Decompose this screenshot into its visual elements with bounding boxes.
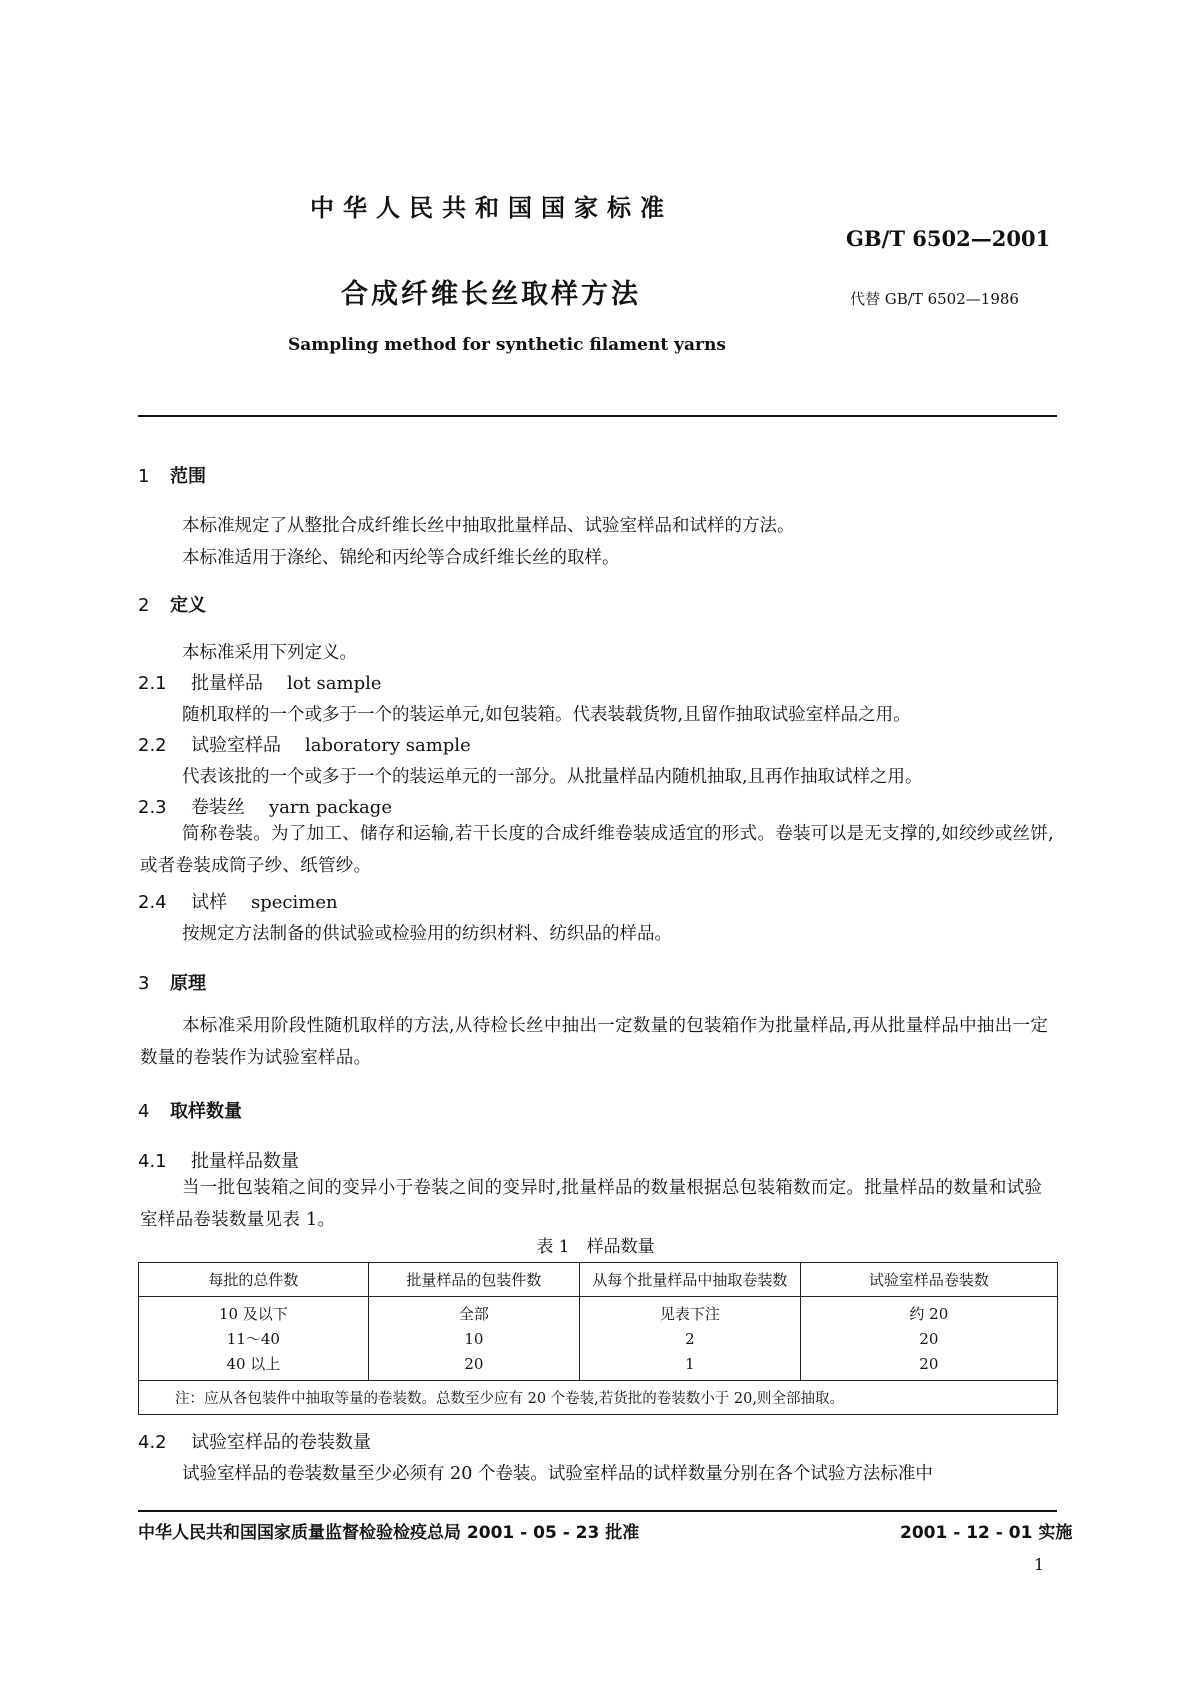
clause-number: 4.2 [138,1432,167,1453]
section-1-heading [138,462,206,488]
definition-2-2-text: 代表该批的一个或多于一个的装运单元的一部分。从批量样品内随机抽取,且再作抽取试样之用。 [182,767,923,787]
definition-2-3-heading [138,793,392,819]
sample-quantity-table [138,1262,1058,1415]
definition-2-2-heading [138,731,471,757]
definition-2-3-text: 简称卷装。为了加工、储存和运输,若干长度的合成纤维卷装成适宜的形式。卷装可以是无支撑的,如绞纱或丝饼,或者卷装成筒子纱、纸管纱。 [140,824,1054,876]
section-title: 定义 [170,595,206,616]
table-cell: 10 [368,1326,579,1351]
table-row [139,1297,1058,1327]
footer-divider [138,1510,1057,1512]
term: 试样 [191,892,227,913]
clause-number: 4.1 [138,1151,167,1172]
clause-number: 2.3 [138,797,167,818]
table-cell: 2 [580,1326,801,1351]
standard-code: GB/T 6502—2001 [846,226,1051,251]
term-english: lot sample [287,673,382,694]
table-row [139,1326,1058,1351]
country-standard-heading: 中华人民共和国国家标准 [310,194,673,222]
table-row [139,1351,1058,1381]
clause-title: 试验室样品的卷装数量 [191,1432,371,1453]
section-4-heading [138,1097,242,1123]
section-3-heading [138,969,206,995]
table-cell: 10 及以下 [139,1297,369,1327]
section-title: 原理 [170,973,206,994]
table-caption: 表 1 样品数量 [536,1237,655,1257]
scope-paragraph-1: 本标准规定了从整批合成纤维长丝中抽取批量样品、试验室样品和试样的方法。 [182,516,795,536]
section-title: 范围 [170,466,206,487]
table-header-row [139,1263,1058,1297]
table-note: 注：应从各包装件中抽取等量的卷装数。总数至少应有 20 个卷装,若货批的卷装数小于 20,则全部抽取。 [139,1381,1058,1415]
principle-paragraph: 本标准采用阶段性随机取样的方法,从待检长丝中抽出一定数量的包装箱作为批量样品,再从批量样品中抽出一定数量的卷装作为试验室样品。 [140,1016,1049,1068]
section-number: 4 [138,1101,150,1122]
column-header: 试验室样品卷装数 [800,1263,1057,1297]
clause-number: 2.4 [138,892,167,913]
page-number: 1 [1034,1555,1045,1574]
section-number: 1 [138,466,150,487]
clause-number: 2.1 [138,673,167,694]
definition-2-1-heading [138,669,382,695]
table-cell: 见表下注 [580,1297,801,1327]
term-english: yarn package [269,797,392,818]
term-english: specimen [251,892,338,913]
definition-2-1-text: 随机取样的一个或多于一个的装运单元,如包装箱。代表装载货物,且留作抽取试验室样品之用。 [182,705,911,725]
section-2-heading [138,591,206,617]
table-cell: 11～40 [139,1326,369,1351]
clause-4-1-heading [138,1147,299,1173]
header-divider [138,415,1057,417]
table-cell: 20 [800,1326,1057,1351]
column-header: 批量样品的包装件数 [368,1263,579,1297]
approval-line: 中华人民共和国国家质量监督检验检疫总局 2001 - 05 - 23 批准 [138,1523,640,1543]
definition-2-4-heading [138,888,338,914]
document-title: 合成纤维长丝取样方法 [341,279,641,310]
table-cell: 约 20 [800,1297,1057,1327]
table-cell: 40 以上 [139,1351,369,1381]
table-cell: 1 [580,1351,801,1381]
replaces-note: 代替 GB/T 6502—1986 [850,290,1019,308]
definitions-intro: 本标准采用下列定义。 [182,643,357,663]
clause-4-2-heading [138,1428,371,1454]
definition-2-4-text: 按规定方法制备的供试验或检验用的纺织材料、纺织品的样品。 [182,924,672,944]
scope-paragraph-2: 本标准适用于涤纶、锦纶和丙纶等合成纤维长丝的取样。 [182,548,620,568]
table-cell: 20 [368,1351,579,1381]
section-number: 3 [138,973,150,994]
table-note-row [139,1381,1058,1415]
clause-4-1-text: 当一批包装箱之间的变异小于卷装之间的变异时,批量样品的数量根据总包装箱数而定。批量样品的数量和试验室样品卷装数量见表 1。 [140,1178,1043,1230]
term: 试验室样品 [191,735,281,756]
section-number: 2 [138,595,150,616]
effective-date: 2001 - 12 - 01 实施 [900,1523,1073,1543]
term-english: laboratory sample [305,735,471,756]
term: 批量样品 [191,673,263,694]
table-cell: 20 [800,1351,1057,1381]
clause-4-2-text: 试验室样品的卷装数量至少必须有 20 个卷装。试验室样品的试样数量分别在各个试验方法标准中 [182,1464,933,1484]
column-header: 从每个批量样品中抽取卷装数 [580,1263,801,1297]
clause-number: 2.2 [138,735,167,756]
term: 卷装丝 [191,797,245,818]
section-title: 取样数量 [170,1101,242,1122]
english-title: Sampling method for synthetic filament yarns [288,335,726,355]
table-cell: 全部 [368,1297,579,1327]
clause-title: 批量样品数量 [191,1151,299,1172]
column-header: 每批的总件数 [139,1263,369,1297]
